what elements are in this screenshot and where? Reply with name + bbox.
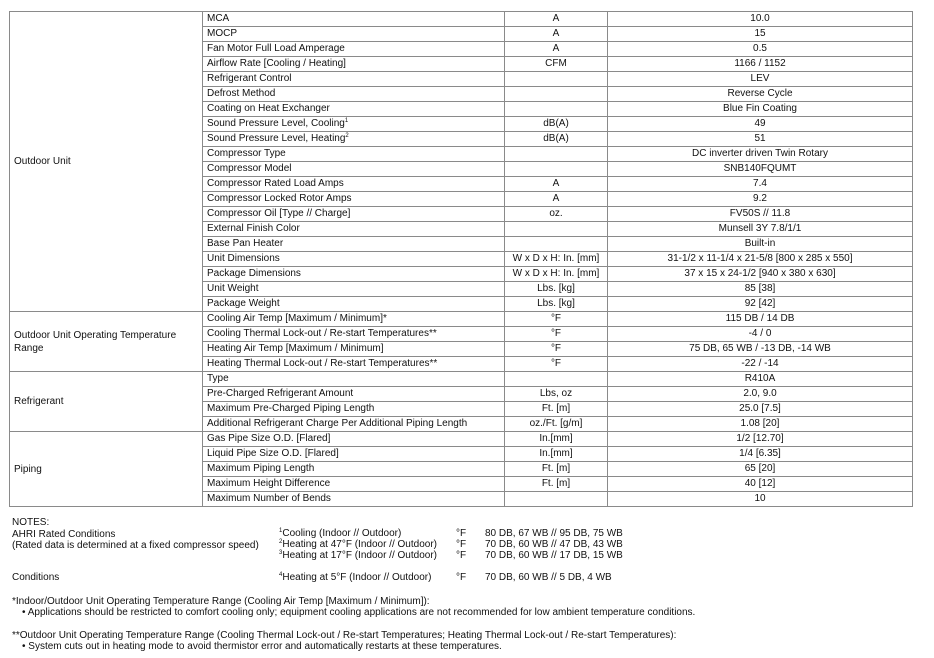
- param-cell: [203, 27, 505, 42]
- unit-cell: W x D x H: In. [mm]: [505, 252, 608, 267]
- notes-heading: NOTES:: [12, 517, 50, 528]
- spec-table-body: [10, 12, 913, 507]
- value-cell: FV50S // 11.8: [608, 207, 913, 222]
- footnote-marker: 1: [279, 528, 283, 534]
- unit-cell: A: [505, 42, 608, 57]
- unit-cell: [505, 492, 608, 507]
- value-cell: 65 [20]: [608, 462, 913, 477]
- value-cell: 51: [608, 132, 913, 147]
- value-cell: LEV: [608, 72, 913, 87]
- param-cell: [203, 447, 505, 462]
- value-cell: -4 / 0: [608, 327, 913, 342]
- value-cell: 1/2 [12.70]: [608, 432, 913, 447]
- param-cell: [203, 432, 505, 447]
- unit-cell: Ft. [m]: [505, 462, 608, 477]
- param-label: Refrigerant Control: [207, 73, 292, 84]
- value-cell: 75 DB, 65 WB / -13 DB, -14 WB: [608, 342, 913, 357]
- param-cell: [203, 282, 505, 297]
- star1-note-title: *Indoor/Outdoor Unit Operating Temperature Range (Cooling Air Temp [Maximum / Minimum]):: [12, 596, 430, 607]
- param-label: Compressor Type: [207, 148, 286, 159]
- param-label: Sound Pressure Level, Cooling: [207, 118, 345, 129]
- condition-label: [279, 539, 437, 551]
- param-label: Fan Motor Full Load Amperage: [207, 43, 345, 54]
- value-cell: R410A: [608, 372, 913, 387]
- value-cell: Reverse Cycle: [608, 87, 913, 102]
- param-cell: [203, 462, 505, 477]
- param-label: Sound Pressure Level, Heating: [207, 133, 346, 144]
- param-cell: [203, 222, 505, 237]
- param-cell: [203, 207, 505, 222]
- unit-cell: Lbs. [kg]: [505, 297, 608, 312]
- param-label: Heating Thermal Lock-out / Re-start Temperatures**: [207, 358, 438, 369]
- unit-cell: A: [505, 12, 608, 27]
- param-label: External Finish Color: [207, 223, 300, 234]
- param-label: Additional Refrigerant Charge Per Additional Piping Length: [207, 418, 468, 429]
- conditions-label: Conditions: [12, 572, 60, 583]
- param-cell: [203, 57, 505, 72]
- value-cell: 25.0 [7.5]: [608, 402, 913, 417]
- condition-value: 70 DB, 60 WB // 47 DB, 43 WB: [485, 539, 623, 550]
- unit-cell: Lbs, oz: [505, 387, 608, 402]
- unit-cell: [505, 237, 608, 252]
- param-label: Unit Weight: [207, 283, 259, 294]
- param-cell: [203, 72, 505, 87]
- unit-cell: W x D x H: In. [mm]: [505, 267, 608, 282]
- param-label: Maximum Height Difference: [207, 478, 331, 489]
- unit-cell: oz.: [505, 207, 608, 222]
- notes-section: [12, 517, 922, 552]
- unit-cell: °F: [505, 312, 608, 327]
- param-cell: [203, 177, 505, 192]
- value-cell: 92 [42]: [608, 297, 913, 312]
- value-cell: Built-in: [608, 237, 913, 252]
- param-cell: [203, 237, 505, 252]
- value-cell: Blue Fin Coating: [608, 102, 913, 117]
- value-cell: 15: [608, 27, 913, 42]
- param-cell: [203, 42, 505, 57]
- value-cell: Munsell 3Y 7.8/1/1: [608, 222, 913, 237]
- unit-cell: [505, 147, 608, 162]
- value-cell: SNB140FQUMT: [608, 162, 913, 177]
- value-cell: 1166 / 1152: [608, 57, 913, 72]
- unit-cell: °F: [505, 342, 608, 357]
- value-cell: 10.0: [608, 12, 913, 27]
- param-cell: [203, 117, 505, 132]
- table-row: [10, 372, 913, 387]
- condition-unit: °F: [456, 539, 467, 550]
- group-label: Outdoor Unit Operating Temperature Range: [10, 312, 203, 372]
- param-label: Compressor Rated Load Amps: [207, 178, 344, 189]
- star2-note-bullet: • System cuts out in heating mode to avoid thermistor error and automatically restarts at these temperatures.: [22, 641, 502, 652]
- value-cell: 37 x 15 x 24-1/2 [940 x 380 x 630]: [608, 267, 913, 282]
- condition-unit: °F: [456, 528, 467, 539]
- star1-note-bullet: • Applications should be restricted to comfort cooling only; equipment cooling applications are not recommended for low ambient temperature conditions.: [22, 607, 696, 618]
- param-label: Liquid Pipe Size O.D. [Flared]: [207, 448, 339, 459]
- group-label: Outdoor Unit: [10, 12, 203, 312]
- condition-label: [279, 572, 431, 584]
- unit-cell: °F: [505, 327, 608, 342]
- unit-cell: Ft. [m]: [505, 477, 608, 492]
- value-cell: DC inverter driven Twin Rotary: [608, 147, 913, 162]
- value-cell: 31-1/2 x 11-1/4 x 21-5/8 [800 x 285 x 550]: [608, 252, 913, 267]
- unit-cell: CFM: [505, 57, 608, 72]
- footnote-marker: 1: [344, 118, 349, 124]
- value-cell: 85 [38]: [608, 282, 913, 297]
- param-label: Package Dimensions: [207, 268, 301, 279]
- param-label: MOCP: [207, 28, 237, 39]
- unit-cell: [505, 102, 608, 117]
- param-label: Cooling Thermal Lock-out / Re-start Temperatures**: [207, 328, 437, 339]
- param-label: Airflow Rate [Cooling / Heating]: [207, 58, 346, 69]
- param-label: Heating Air Temp [Maximum / Minimum]: [207, 343, 384, 354]
- param-cell: [203, 87, 505, 102]
- value-cell: 49: [608, 117, 913, 132]
- param-label: MCA: [207, 13, 230, 24]
- unit-cell: [505, 372, 608, 387]
- table-row: [10, 12, 913, 27]
- param-cell: [203, 402, 505, 417]
- param-cell: [203, 12, 505, 27]
- param-label: Pre-Charged Refrigerant Amount: [207, 388, 354, 399]
- value-cell: 10: [608, 492, 913, 507]
- value-cell: -22 / -14: [608, 357, 913, 372]
- value-cell: 115 DB / 14 DB: [608, 312, 913, 327]
- unit-cell: [505, 162, 608, 177]
- unit-cell: A: [505, 177, 608, 192]
- condition-value: 70 DB, 60 WB // 17 DB, 15 WB: [485, 550, 623, 561]
- param-cell: [203, 327, 505, 342]
- param-cell: [203, 252, 505, 267]
- group-label: Refrigerant: [10, 372, 203, 432]
- param-label: Maximum Number of Bends: [207, 493, 331, 504]
- param-cell: [203, 342, 505, 357]
- param-label: Compressor Model: [207, 163, 292, 174]
- footnote-marker: 4: [279, 572, 283, 578]
- param-cell: [203, 132, 505, 147]
- value-cell: 7.4: [608, 177, 913, 192]
- param-cell: [203, 357, 505, 372]
- condition-value: 80 DB, 67 WB // 95 DB, 75 WB: [485, 528, 623, 539]
- param-cell: [203, 147, 505, 162]
- unit-cell: Ft. [m]: [505, 402, 608, 417]
- param-cell: [203, 192, 505, 207]
- param-label: Maximum Piping Length: [207, 463, 315, 474]
- condition-unit: °F: [456, 550, 467, 561]
- param-label: Package Weight: [207, 298, 280, 309]
- table-row: [10, 432, 913, 447]
- condition-text: Heating at 17°F (Indoor // Outdoor): [282, 550, 437, 561]
- param-cell: [203, 297, 505, 312]
- unit-cell: A: [505, 192, 608, 207]
- param-cell: [203, 312, 505, 327]
- param-label: Gas Pipe Size O.D. [Flared]: [207, 433, 331, 444]
- param-label: Cooling Air Temp [Maximum / Minimum]*: [207, 313, 387, 324]
- condition-label: [279, 528, 401, 540]
- footnote-marker: 3: [279, 550, 283, 556]
- param-label: Maximum Pre-Charged Piping Length: [207, 403, 375, 414]
- table-row: [10, 312, 913, 327]
- value-cell: 9.2: [608, 192, 913, 207]
- unit-cell: dB(A): [505, 117, 608, 132]
- unit-cell: [505, 222, 608, 237]
- ahri-sub: (Rated data is determined at a fixed compressor speed): [12, 540, 259, 551]
- unit-cell: [505, 72, 608, 87]
- unit-cell: °F: [505, 357, 608, 372]
- unit-cell: A: [505, 27, 608, 42]
- value-cell: 1.08 [20]: [608, 417, 913, 432]
- spec-table: [9, 11, 913, 507]
- unit-cell: oz./Ft. [g/m]: [505, 417, 608, 432]
- value-cell: 2.0, 9.0: [608, 387, 913, 402]
- param-cell: [203, 162, 505, 177]
- param-cell: [203, 492, 505, 507]
- ahri-label: AHRI Rated Conditions: [12, 528, 116, 540]
- param-label: Type: [207, 373, 229, 384]
- param-cell: [203, 267, 505, 282]
- unit-cell: Lbs. [kg]: [505, 282, 608, 297]
- value-cell: 40 [12]: [608, 477, 913, 492]
- star2-note-title: **Outdoor Unit Operating Temperature Range (Cooling Thermal Lock-out / Re-start Temperatures; Heating Thermal Lock-out / Re-start Temperatures):: [12, 630, 677, 641]
- condition-text: Heating at 47°F (Indoor // Outdoor): [282, 539, 437, 550]
- unit-cell: In.[mm]: [505, 447, 608, 462]
- unit-cell: In.[mm]: [505, 432, 608, 447]
- param-cell: [203, 102, 505, 117]
- param-cell: [203, 387, 505, 402]
- param-cell: [203, 372, 505, 387]
- condition-value: 70 DB, 60 WB // 5 DB, 4 WB: [485, 572, 612, 583]
- footnote-marker: 2: [345, 133, 349, 139]
- param-label: Defrost Method: [207, 88, 276, 99]
- group-label: Piping: [10, 432, 203, 507]
- value-cell: 0.5: [608, 42, 913, 57]
- param-label: Coating on Heat Exchanger: [207, 103, 330, 114]
- param-label: Compressor Oil [Type // Charge]: [207, 208, 351, 219]
- param-label: Compressor Locked Rotor Amps: [207, 193, 352, 204]
- param-label: Base Pan Heater: [207, 238, 284, 249]
- value-cell: 1/4 [6.35]: [608, 447, 913, 462]
- unit-cell: dB(A): [505, 132, 608, 147]
- condition-text: Heating at 5°F (Indoor // Outdoor): [282, 572, 432, 583]
- condition-text: Cooling (Indoor // Outdoor): [282, 528, 402, 539]
- param-label: Unit Dimensions: [207, 253, 280, 264]
- unit-cell: [505, 87, 608, 102]
- condition-unit: °F: [456, 572, 467, 583]
- param-cell: [203, 417, 505, 432]
- condition-label: [279, 550, 437, 562]
- param-cell: [203, 477, 505, 492]
- footnote-marker: 2: [279, 539, 283, 545]
